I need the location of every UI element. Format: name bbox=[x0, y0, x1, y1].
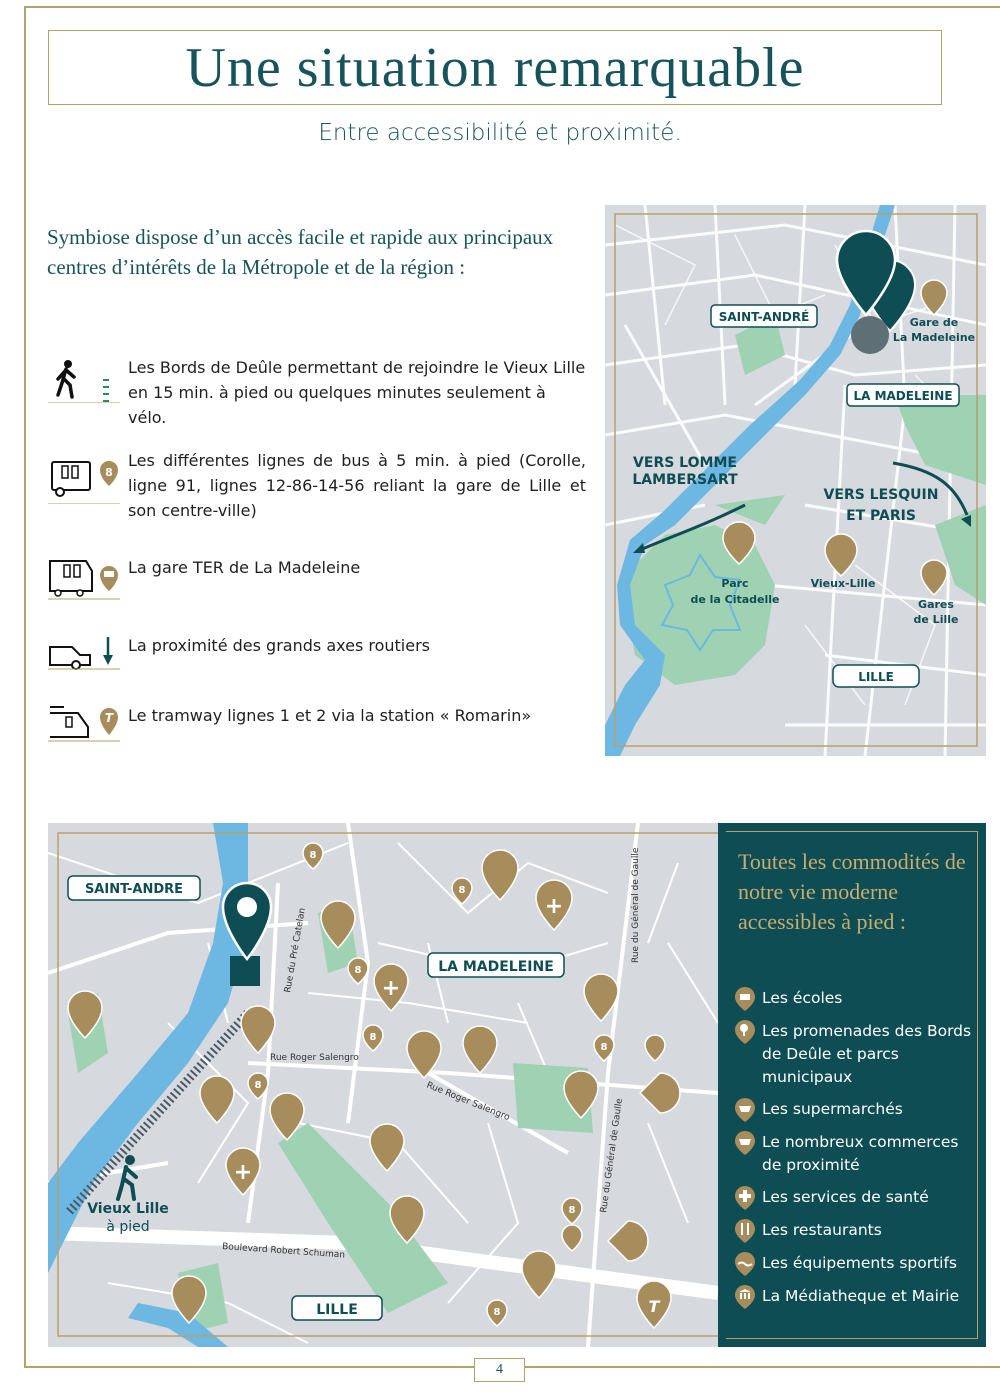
feature-bus bbox=[48, 448, 586, 523]
map-label-saint-andre: SAINT-ANDRÉ bbox=[718, 310, 810, 324]
intro-text: Symbiose dispose d’un accès facile et rapide aux principaux centres d’intérêts de la Métropole et de la région : bbox=[47, 225, 554, 279]
street-label: Rue du Général de Gaulle bbox=[599, 1097, 626, 1214]
list-item-label: Les restaurants bbox=[762, 1221, 882, 1239]
feature-text: Les Bords de Deûle permettant de rejoindre le Vieux Lille en 15 min. à pied ou quelques minutes seulement à vélo. bbox=[128, 358, 586, 427]
map-label-et-paris: ET PARIS bbox=[846, 508, 916, 524]
street-label: Boulevard Robert Schuman bbox=[221, 1242, 346, 1261]
street-label: Rue du Général de Gaulle bbox=[631, 847, 641, 963]
feature-text: La gare TER de La Madeleine bbox=[128, 558, 361, 577]
list-item-label: La Médiatheque et Mairie bbox=[762, 1287, 960, 1305]
library-icon bbox=[734, 1285, 756, 1309]
school-icon bbox=[734, 987, 756, 1011]
list-item-label: Les supermarchés bbox=[762, 1100, 903, 1118]
bus-icon bbox=[48, 448, 120, 504]
poi-label: Gare de bbox=[909, 316, 959, 329]
feature-text: La proximité des grands axes routiers bbox=[128, 636, 430, 655]
svg-text:8: 8 bbox=[493, 1307, 501, 1318]
street-label: Rue Roger Salengro bbox=[424, 1080, 511, 1124]
svg-text:8: 8 bbox=[105, 466, 113, 479]
sports-icon bbox=[734, 1252, 756, 1276]
svg-text:8: 8 bbox=[458, 885, 466, 896]
map-label-la-madeleine: LA MADELEINE bbox=[853, 389, 953, 403]
feature-car bbox=[48, 633, 586, 681]
svg-text:+: + bbox=[381, 976, 401, 1001]
page-number: 4 bbox=[474, 1358, 525, 1382]
amenities-panel bbox=[718, 823, 986, 1347]
neighborhood-map bbox=[48, 823, 718, 1347]
map-label-la-madeleine: LA MADELEINE bbox=[438, 959, 554, 975]
train-icon bbox=[48, 555, 120, 603]
list-item-label: Les services de santé bbox=[762, 1188, 929, 1206]
panel-title: Toutes les commodités de notre vie moderne accessibles à pied : bbox=[738, 849, 966, 934]
shop-icon bbox=[734, 1131, 756, 1155]
map-label-lille: LILLE bbox=[316, 1302, 358, 1318]
car-icon bbox=[48, 633, 120, 681]
area-map bbox=[605, 205, 986, 756]
page-subtitle: Entre accessibilité et proximité. bbox=[318, 120, 682, 146]
feature-walking bbox=[48, 355, 586, 430]
list-item-label: Les équipements sportifs bbox=[762, 1254, 958, 1272]
park-icon bbox=[734, 1020, 756, 1044]
svg-text:+: + bbox=[233, 1160, 253, 1185]
list-item-label: Les promenades des Bords de Deûle et parcs municipaux bbox=[762, 1022, 972, 1086]
map-label-lambersart: LAMBERSART bbox=[632, 472, 738, 488]
page-title: Une situation remarquable bbox=[185, 36, 805, 99]
poi-label: de Lille bbox=[913, 613, 959, 626]
svg-text:T: T bbox=[648, 1297, 660, 1316]
list-item bbox=[734, 987, 974, 1011]
title-box bbox=[48, 30, 942, 105]
poi-label: Vieux-Lille bbox=[810, 577, 876, 590]
restaurant-icon bbox=[734, 1219, 756, 1243]
list-item bbox=[734, 1131, 974, 1177]
poi-label: de la Citadelle bbox=[690, 593, 780, 606]
svg-text:8: 8 bbox=[568, 1205, 576, 1216]
feature-tram bbox=[48, 703, 586, 751]
list-item bbox=[734, 1098, 974, 1122]
svg-text:T: T bbox=[104, 711, 114, 725]
list-item-label: Le nombreux commerces de proximité bbox=[762, 1133, 959, 1174]
street-label: Rue du Pré Catelan bbox=[283, 907, 308, 994]
map-label-a-pied: à pied bbox=[106, 1219, 150, 1235]
walking-person-icon bbox=[48, 355, 120, 403]
svg-text:8: 8 bbox=[354, 965, 362, 976]
list-item bbox=[734, 1252, 974, 1276]
map-label-vers-lesquin: VERS LESQUIN bbox=[823, 487, 939, 503]
street-label: Rue Roger Salengro bbox=[270, 1053, 359, 1063]
supermarket-icon bbox=[734, 1098, 756, 1122]
map-label-lille: LILLE bbox=[858, 670, 894, 684]
poi-label: Parc bbox=[721, 577, 749, 590]
map-label-vers-lomme: VERS LOMME bbox=[633, 455, 737, 471]
list-item-label: Les écoles bbox=[762, 989, 843, 1007]
svg-text:8: 8 bbox=[309, 850, 317, 861]
feature-train bbox=[48, 555, 586, 603]
list-item bbox=[734, 1219, 974, 1243]
feature-text: Le tramway lignes 1 et 2 via la station « Romarin» bbox=[128, 706, 532, 725]
map-label-vieux-lille: Vieux Lille bbox=[87, 1201, 169, 1217]
amenities-list bbox=[734, 987, 974, 1318]
list-item bbox=[734, 1020, 974, 1089]
map-label-saint-andre: SAINT-ANDRE bbox=[84, 882, 184, 897]
health-icon bbox=[734, 1186, 756, 1210]
svg-text:+: + bbox=[544, 894, 564, 919]
poi-label: La Madeleine bbox=[892, 331, 976, 344]
list-item bbox=[734, 1186, 974, 1210]
feature-text: Les différentes lignes de bus à 5 min. à pied (Corolle, ligne 91, lignes 12-86-14-56 reliant la gare de Lille et son centre-ville) bbox=[128, 451, 586, 520]
tram-icon bbox=[48, 703, 120, 751]
svg-text:8: 8 bbox=[369, 1032, 377, 1043]
svg-text:8: 8 bbox=[254, 1080, 262, 1091]
poi-label: Gares bbox=[918, 598, 954, 611]
list-item bbox=[734, 1285, 974, 1309]
svg-text:8: 8 bbox=[600, 1042, 608, 1053]
